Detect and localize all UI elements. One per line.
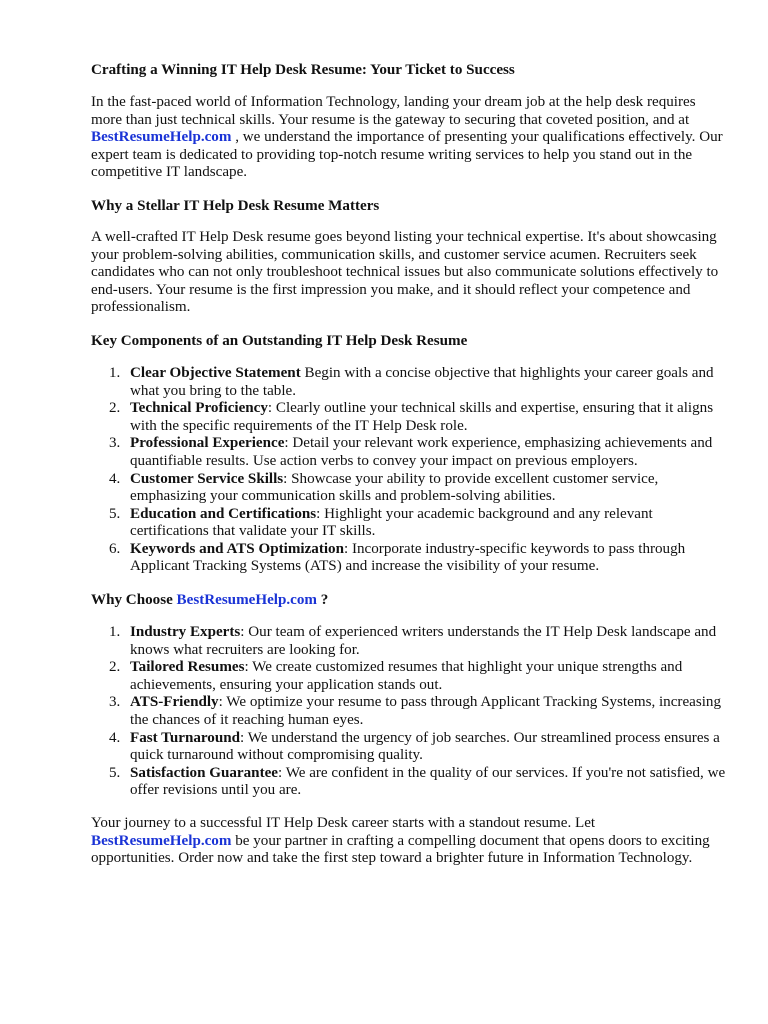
list-item-text: : Incorporate industry-specific keywords to pass through Applicant Tracking Systems (ATS) and increase the visibility of your resume. bbox=[130, 540, 686, 575]
intro-text-start: In the fast-paced world of Information Technology, landing your dream job at the help desk requires more than just technical skills. Your resume is the gateway to securing that coveted position, and at bbox=[91, 94, 696, 128]
list-item bbox=[91, 506, 726, 541]
list-item bbox=[91, 435, 726, 470]
document-title: Crafting a Winning IT Help Desk Resume: Your Ticket to Success bbox=[91, 62, 515, 78]
list-number: 2. bbox=[109, 400, 121, 417]
document-page bbox=[91, 61, 726, 868]
list-item-text: : We are confident in the quality of our services. If you're not satisfied, we offer revisions until you are. bbox=[130, 764, 726, 799]
list-item bbox=[91, 765, 726, 800]
list-number: 3. bbox=[109, 435, 121, 452]
why-paragraph: A well-crafted IT Help Desk resume goes beyond listing your technical expertise. It's about showcasing your problem-solving abilities, communication skills, and customer service acumen. Recruiters seek candidates who can not only troubleshoot technical issues but also communicate solutions effectively to end-users. Your resume is the first impression you make, and it should reflect your competence and professionalism. bbox=[91, 228, 719, 316]
list-number: 4. bbox=[109, 470, 121, 487]
list-item-text: : Showcase your ability to provide excellent customer service, emphasizing your communication skills and problem-solving abilities. bbox=[130, 470, 659, 505]
why-choose-heading-start: Why Choose bbox=[91, 592, 177, 609]
list-item-term: Clear Objective Statement bbox=[130, 364, 301, 381]
list-number: 6. bbox=[109, 540, 121, 557]
closing-link[interactable]: BestResumeHelp.com bbox=[91, 832, 232, 849]
list-item-text: : We optimize your resume to pass through Applicant Tracking Systems, increasing the chances of it reaching human eyes. bbox=[130, 694, 722, 729]
list-item-text: : We understand the urgency of job searches. Our streamlined process ensures a quick turnaround without compromising quality. bbox=[130, 729, 720, 764]
list-item-term: Customer Service Skills bbox=[130, 470, 284, 487]
list-item-text: : Detail your relevant work experience, emphasizing achievements and quantifiable results. Use action verbs to convey your impact on previous employers. bbox=[130, 435, 713, 469]
list-item-term: Satisfaction Guarantee bbox=[130, 764, 278, 781]
list-number: 4. bbox=[109, 729, 121, 746]
intro-link[interactable]: BestResumeHelp.com bbox=[91, 129, 232, 146]
why-heading: Why a Stellar IT Help Desk Resume Matters bbox=[91, 197, 380, 214]
list-number: 1. bbox=[109, 364, 121, 381]
list-item bbox=[91, 471, 726, 506]
why-choose-heading-end: ? bbox=[316, 592, 329, 609]
list-item-term: Fast Turnaround bbox=[130, 729, 241, 746]
intro-paragraph bbox=[91, 94, 726, 182]
list-item-term: ATS-Friendly bbox=[130, 694, 219, 711]
list-item bbox=[91, 659, 726, 694]
closing-text-end: be your partner in crafting a compelling document that opens doors to exciting opportunities. Order now and take the first step toward a brighter future in Information Technology. bbox=[91, 832, 710, 867]
list-item bbox=[91, 624, 726, 659]
why-choose-heading bbox=[91, 591, 726, 609]
why-choose-list bbox=[91, 624, 726, 800]
list-number: 5. bbox=[109, 764, 121, 781]
list-item bbox=[91, 730, 726, 765]
list-number: 1. bbox=[109, 624, 121, 641]
list-item-term: Industry Experts bbox=[130, 624, 241, 641]
closing-text-start: Your journey to a successful IT Help Desk career starts with a standout resume. Let bbox=[91, 815, 596, 831]
list-item-text: : Highlight your academic background and any relevant certifications that validate your IT skills. bbox=[130, 505, 653, 540]
list-item bbox=[91, 694, 726, 729]
list-number: 3. bbox=[109, 694, 121, 711]
list-item bbox=[91, 365, 726, 400]
list-number: 5. bbox=[109, 505, 121, 522]
list-item-text: : Our team of experienced writers understands the IT Help Desk landscape and knows what recruiters are looking for. bbox=[130, 624, 717, 658]
key-components-heading: Key Components of an Outstanding IT Help Desk Resume bbox=[91, 332, 468, 349]
list-item-text: Begin with a concise objective that highlights your career goals and what you bring to the table. bbox=[130, 364, 714, 399]
list-item-text: : We create customized resumes that highlight your unique strengths and achievements, ensuring your application stands out. bbox=[130, 659, 683, 693]
list-item-term: Education and Certifications bbox=[130, 505, 317, 522]
list-number: 2. bbox=[109, 659, 121, 676]
key-components-list bbox=[91, 365, 726, 576]
list-item-text: : Clearly outline your technical skills and expertise, ensuring that it aligns with the specific requirements of the IT Help Desk role. bbox=[130, 400, 714, 434]
list-item-term: Keywords and ATS Optimization bbox=[130, 540, 344, 557]
why-choose-link[interactable]: BestResumeHelp.com bbox=[176, 592, 317, 609]
list-item bbox=[91, 541, 726, 576]
intro-text-end: , we understand the importance of presenting your qualifications effectively. Our expert team is dedicated to providing top-notch resume writing services to help you stand out in the competitive IT landscape. bbox=[91, 129, 723, 181]
closing-paragraph bbox=[91, 815, 726, 868]
list-item bbox=[91, 400, 726, 435]
list-item-term: Professional Experience bbox=[130, 435, 285, 452]
list-item-term: Tailored Resumes bbox=[130, 659, 245, 676]
list-item-term: Technical Proficiency bbox=[130, 400, 268, 417]
